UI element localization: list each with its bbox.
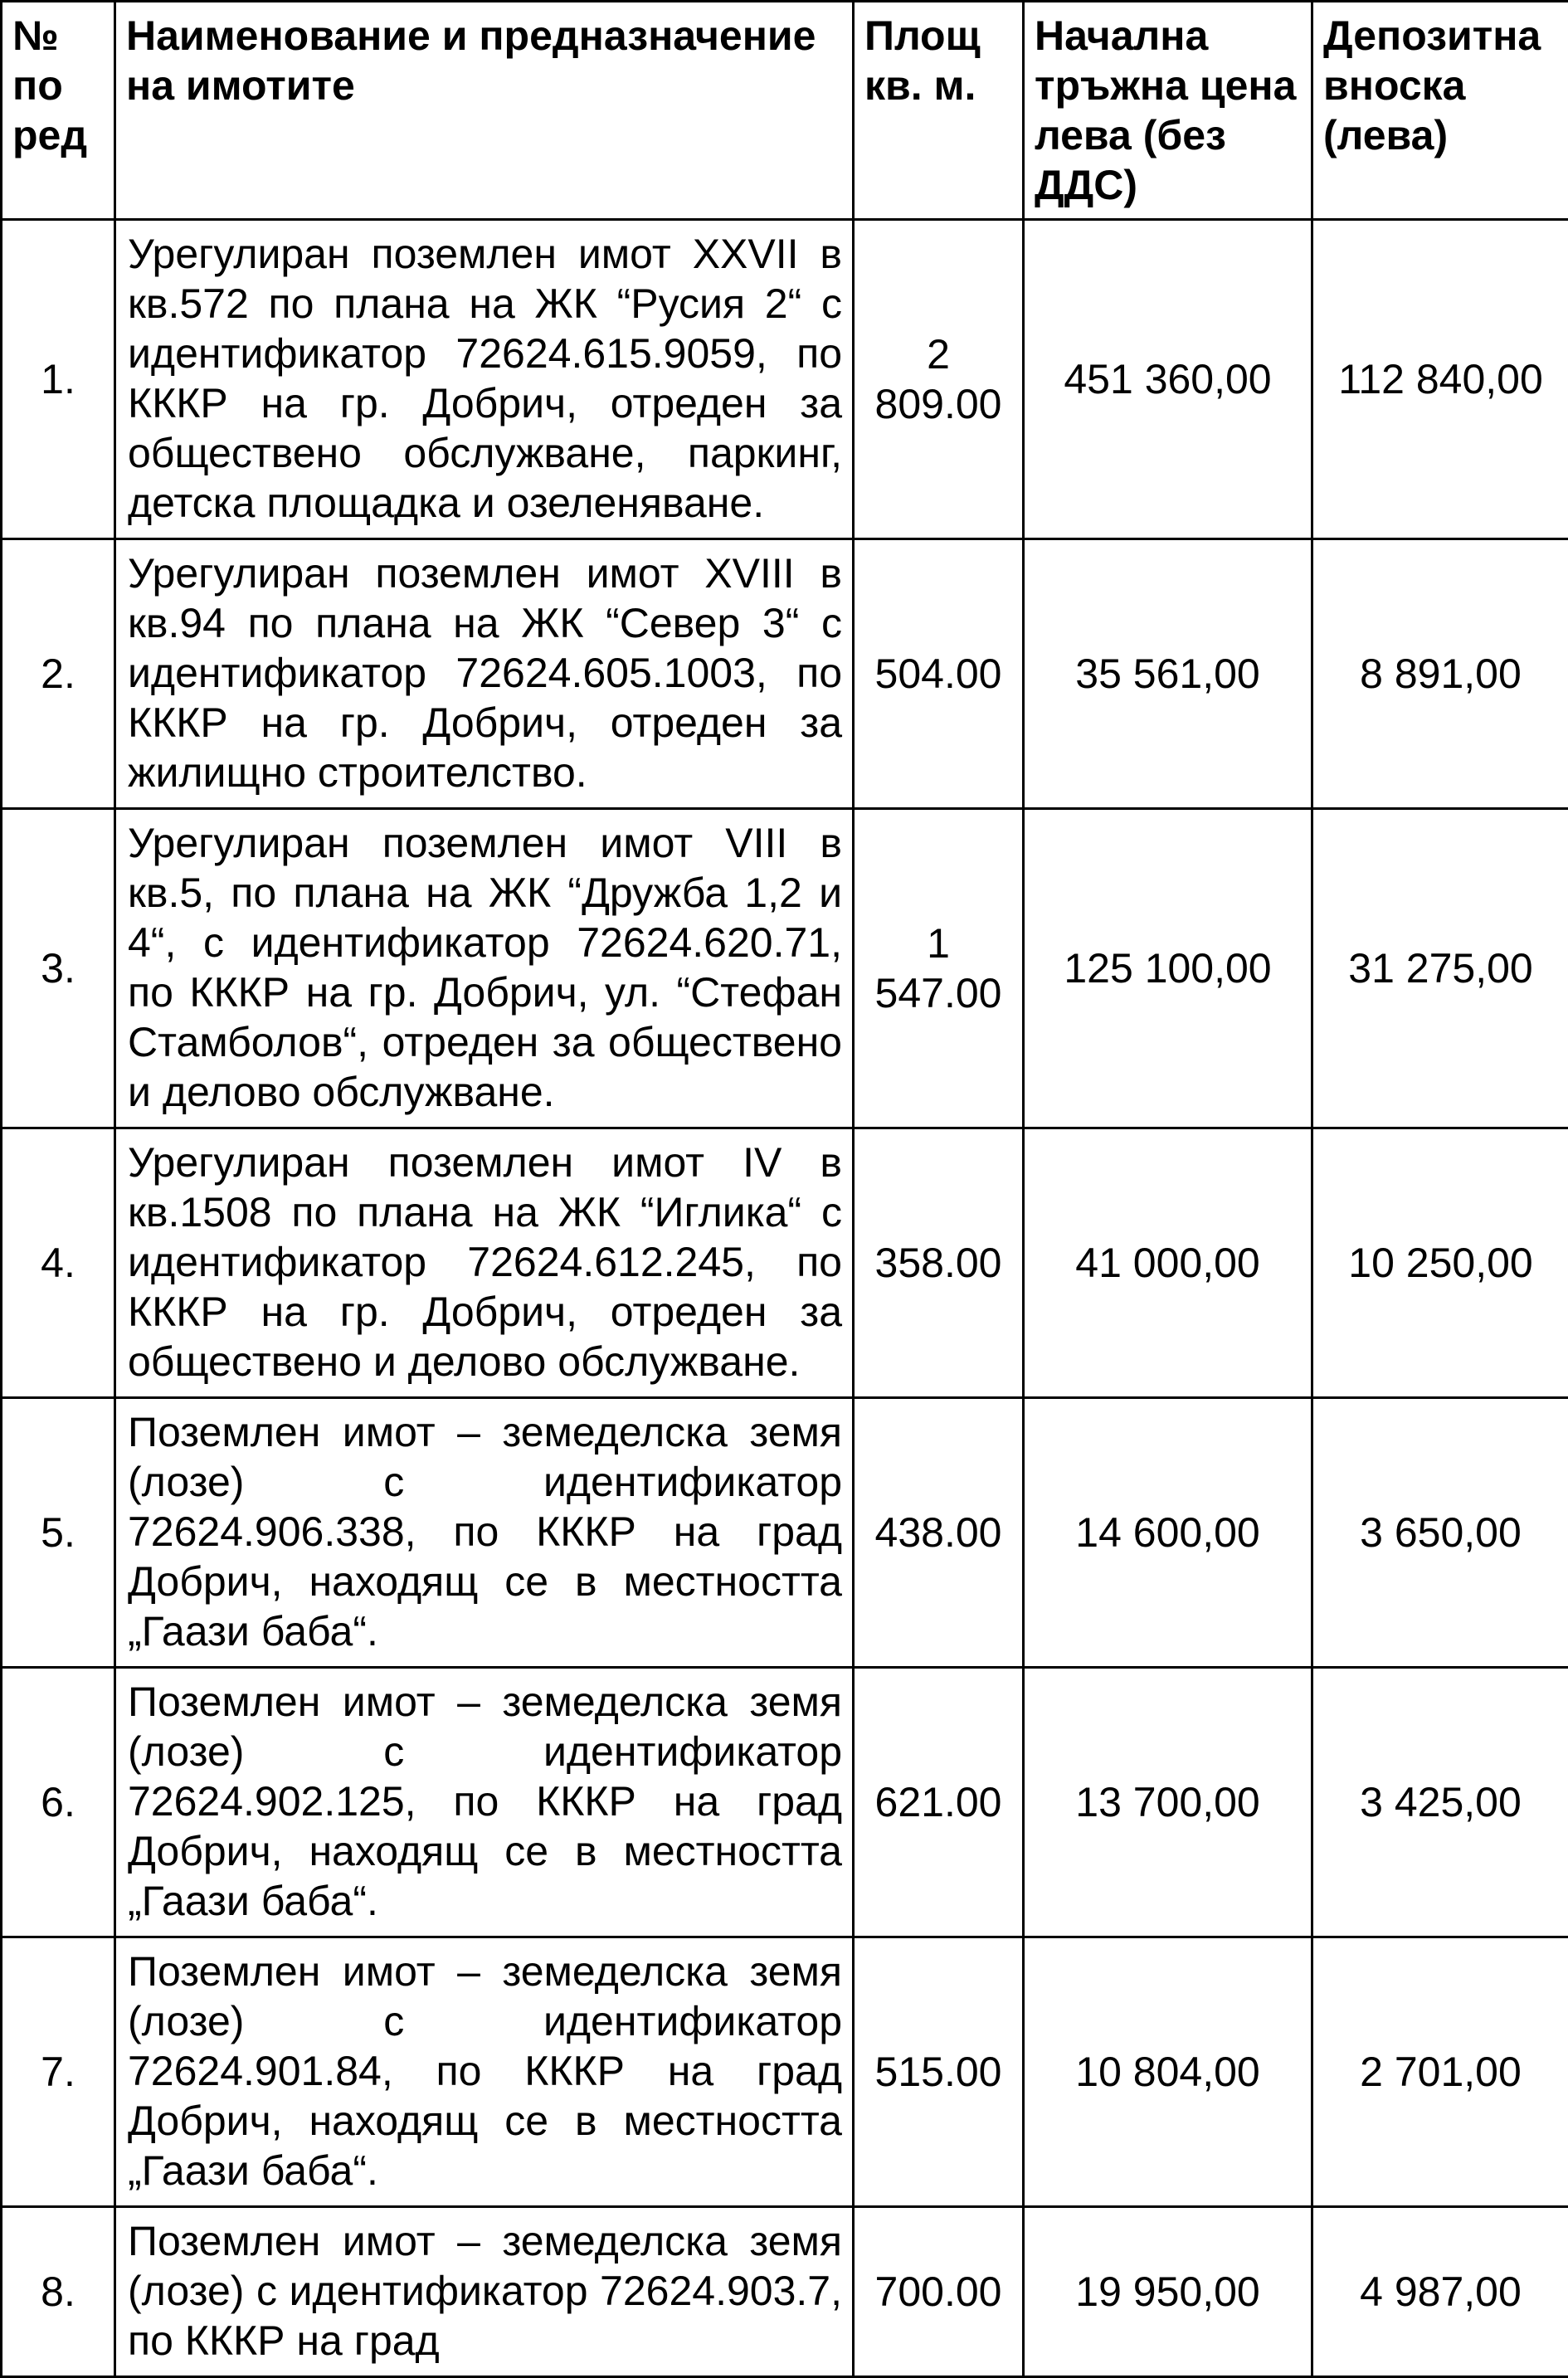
table-row [2, 1398, 1568, 1668]
property-deposit: 8 891,00 [1312, 539, 1568, 809]
table-row [2, 1128, 1568, 1398]
row-number: 4. [2, 1128, 115, 1398]
property-deposit: 3 425,00 [1312, 1668, 1568, 1937]
property-description: Поземлен имот – земеделска земя (лозе) с идентификатор 72624.903.7, по КККР на град [115, 2207, 854, 2377]
property-deposit: 3 650,00 [1312, 1398, 1568, 1668]
property-area: 700.00 [854, 2207, 1024, 2377]
table-row [2, 1937, 1568, 2207]
row-number: 7. [2, 1937, 115, 2207]
row-number: 2. [2, 539, 115, 809]
property-area: 515.00 [854, 1937, 1024, 2207]
property-price: 10 804,00 [1024, 1937, 1312, 2207]
property-price: 451 360,00 [1024, 220, 1312, 539]
property-deposit: 2 701,00 [1312, 1937, 1568, 2207]
property-deposit: 10 250,00 [1312, 1128, 1568, 1398]
property-deposit: 4 987,00 [1312, 2207, 1568, 2377]
property-area: 621.00 [854, 1668, 1024, 1937]
property-description: Поземлен имот – земеделска земя (лозе) с идентификатор 72624.906.338, по КККР на град Добрич, находящ се в местността „Гаази баба“. [115, 1398, 854, 1668]
header-deposit: Депозитна вноска (лева) [1312, 2, 1568, 220]
property-area: 504.00 [854, 539, 1024, 809]
property-deposit: 31 275,00 [1312, 809, 1568, 1128]
property-price: 14 600,00 [1024, 1398, 1312, 1668]
property-description: Урегулиран поземлен имот XVIII в кв.94 по плана на ЖК “Север 3“ с идентификатор 72624.605.1003, по КККР на гр. Добрич, отреден за жилищно строителство. [115, 539, 854, 809]
property-description: Урегулиран поземлен имот VIII в кв.5, по плана на ЖК “Дружба 1,2 и 4“, с идентификатор 72624.620.71, по КККР на гр. Добрич, ул. “Стефан Стамболов“, отреден за обществено и делово обслужване. [115, 809, 854, 1128]
property-description: Урегулиран поземлен имот XXVII в кв.572 по плана на ЖК “Русия 2“ с идентификатор 72624.615.9059, по КККР на гр. Добрич, отреден за обществено обслужване, паркинг, детска площадка и озеленяване. [115, 220, 854, 539]
table-row [2, 2207, 1568, 2377]
row-number: 6. [2, 1668, 115, 1937]
row-number: 5. [2, 1398, 115, 1668]
header-starting-price: Начална тръжна цена лева (без ДДС) [1024, 2, 1312, 220]
property-area: 1 547.00 [854, 809, 1024, 1128]
property-price: 41 000,00 [1024, 1128, 1312, 1398]
row-number: 8. [2, 2207, 115, 2377]
table-row [2, 809, 1568, 1128]
property-area: 438.00 [854, 1398, 1024, 1668]
property-deposit: 112 840,00 [1312, 220, 1568, 539]
property-price: 125 100,00 [1024, 809, 1312, 1128]
property-description: Поземлен имот – земеделска земя (лозе) с идентификатор 72624.902.125, по КККР на град Добрич, находящ се в местността „Гаази баба“. [115, 1668, 854, 1937]
property-price: 13 700,00 [1024, 1668, 1312, 1937]
property-price: 35 561,00 [1024, 539, 1312, 809]
header-property-name: Наименование и предназначение на имотите [115, 2, 854, 220]
property-description: Урегулиран поземлен имот IV в кв.1508 по плана на ЖК “Иглика“ с идентификатор 72624.612.245, по КККР на гр. Добрич, отреден за обществено и делово обслужване. [115, 1128, 854, 1398]
header-row [2, 2, 1568, 220]
property-price: 19 950,00 [1024, 2207, 1312, 2377]
header-area: Площ кв. м. [854, 2, 1024, 220]
row-number: 1. [2, 220, 115, 539]
property-area: 2 809.00 [854, 220, 1024, 539]
table-row [2, 220, 1568, 539]
property-area: 358.00 [854, 1128, 1024, 1398]
table-row [2, 539, 1568, 809]
table-row [2, 1668, 1568, 1937]
property-description: Поземлен имот – земеделска земя (лозе) с идентификатор 72624.901.84, по КККР на град Добрич, находящ се в местността „Гаази баба“. [115, 1937, 854, 2207]
row-number: 3. [2, 809, 115, 1128]
header-row-number: № по ред [2, 2, 115, 220]
